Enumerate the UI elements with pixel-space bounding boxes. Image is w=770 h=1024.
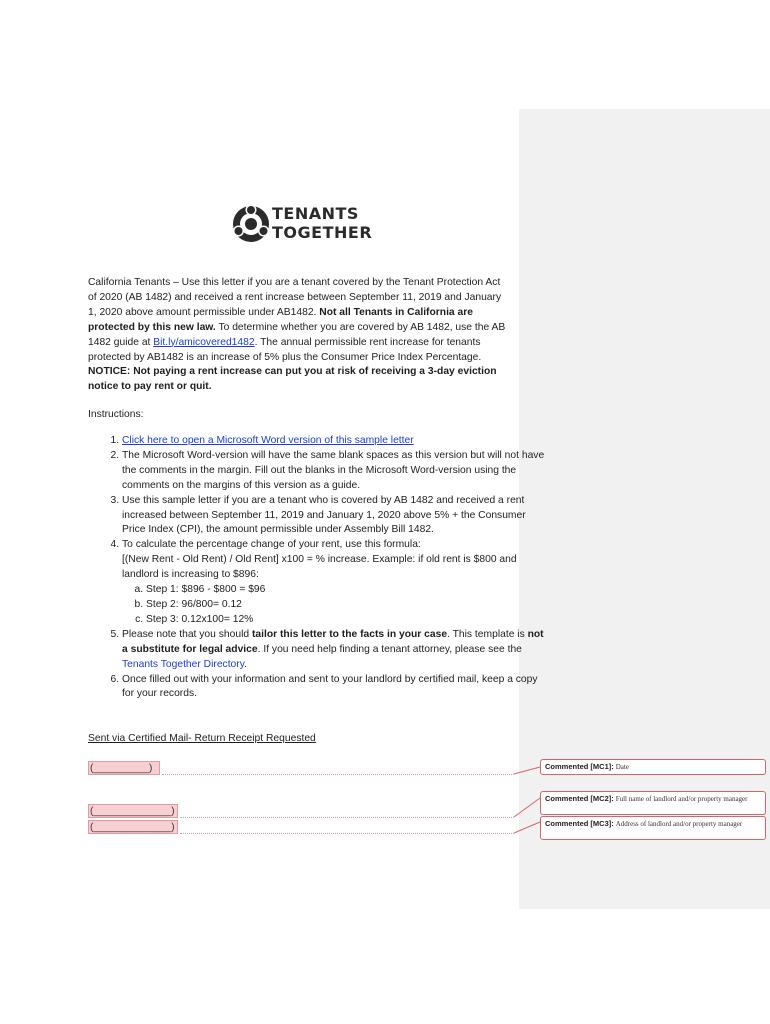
comment-text: Address of landlord and/or property manager bbox=[615, 820, 743, 828]
comment-mc3[interactable] bbox=[540, 816, 766, 840]
item5-bold-2: not a substitute for legal advice bbox=[122, 628, 544, 655]
logo-line-1: TENANTS bbox=[272, 204, 359, 223]
intro-text-a: California Tenants – Use this letter if you are a tenant covered by the Tenant Protection Act of 2020 (AB 1482) and received a rent increase between September 11, 2019 and January 1, 2020 above amount permissible under AB1482. bbox=[88, 277, 502, 318]
comment-author: Commented [MC3]: bbox=[545, 819, 614, 828]
item5-text-d: . bbox=[244, 658, 247, 670]
date-field[interactable]: (__________) bbox=[88, 761, 160, 775]
instruction-item-2: 2. The Microsoft Word-version will have the same blank spaces as this version but will not have the comments in the margin. Fill out the blanks in the Microsoft Word-version using the comments on the margins of this version as a guide. bbox=[122, 449, 547, 494]
item5-text-b: . This template is bbox=[447, 628, 528, 640]
comment-text: Full name of landlord and/or property manager bbox=[615, 795, 748, 803]
intro-text-b: To determine whether you are covered by AB 1482, use the AB 1482 guide at bbox=[88, 321, 506, 348]
instruction-item-3: 3. Use this sample letter if you are a tenant who is covered by AB 1482 and received a rent increased between September 11, 2019 and January 1, 2020 above 5% + the Consumer Price Index (CPI), the amount permissible under Assembly Bill 1482. bbox=[122, 494, 547, 539]
tenants-directory-link[interactable]: Tenants Together Directory bbox=[122, 658, 245, 670]
word-version-link[interactable]: Click here to open a Microsoft Word version of this sample letter bbox=[122, 435, 414, 446]
item5-text-c: . If you need help finding a tenant attorney, please see the bbox=[257, 643, 522, 655]
comment-author: Commented [MC1]: bbox=[545, 762, 614, 771]
formula-text: [(New Rent - Old Rent) / Old Rent] x100 = % increase. Example: if old rent is $800 and landlord is increasing to $896: bbox=[122, 554, 517, 581]
intro-text-c: . The annual permissible rent increase for tenants protected by AB1482 is an increase of 5% plus the Consumer Price Index Percentage. bbox=[88, 336, 482, 363]
landlord-name-field[interactable]: (______________) bbox=[88, 804, 178, 818]
comment-mc2[interactable] bbox=[540, 791, 766, 815]
comment-mc1[interactable] bbox=[540, 759, 766, 775]
comment-author: Commented [MC2]: bbox=[545, 794, 614, 803]
comment-text: Date bbox=[615, 763, 629, 771]
sent-via-line: Sent via Certified Mail- Return Receipt Requested bbox=[88, 733, 316, 744]
logo-line-2: TOGETHER bbox=[272, 223, 373, 242]
instruction-item-6: 6. Once filled out with your information and sent to your landlord by certified mail, keep a copy for your records. bbox=[122, 673, 547, 703]
step-item: b. Step 2: 96/800= 0.12 bbox=[146, 598, 547, 613]
item5-text-a: Please note that you should bbox=[122, 628, 252, 640]
step-item: c. Step 3: 0.12x100= 12% bbox=[146, 613, 547, 628]
eviction-notice-warning: NOTICE: Not paying a rent increase can put you at risk of receiving a 3-day eviction notice to pay rent or quit. bbox=[88, 366, 497, 393]
step-item: a. Step 1: $896 - $800 = $96 bbox=[146, 583, 547, 598]
instructions-heading: Instructions: bbox=[88, 409, 144, 420]
item5-bold-1: tailor this letter to the facts in your case bbox=[251, 628, 448, 640]
intro-bold-a: Not all Tenants in California are protected by this new law. bbox=[88, 306, 473, 333]
landlord-address-field[interactable]: (______________) bbox=[88, 820, 178, 834]
ab1482-guide-link[interactable]: Bit.ly/amicovered1482 bbox=[153, 336, 255, 348]
formula-intro: To calculate the percentage change of your rent, use this formula: bbox=[122, 539, 421, 551]
